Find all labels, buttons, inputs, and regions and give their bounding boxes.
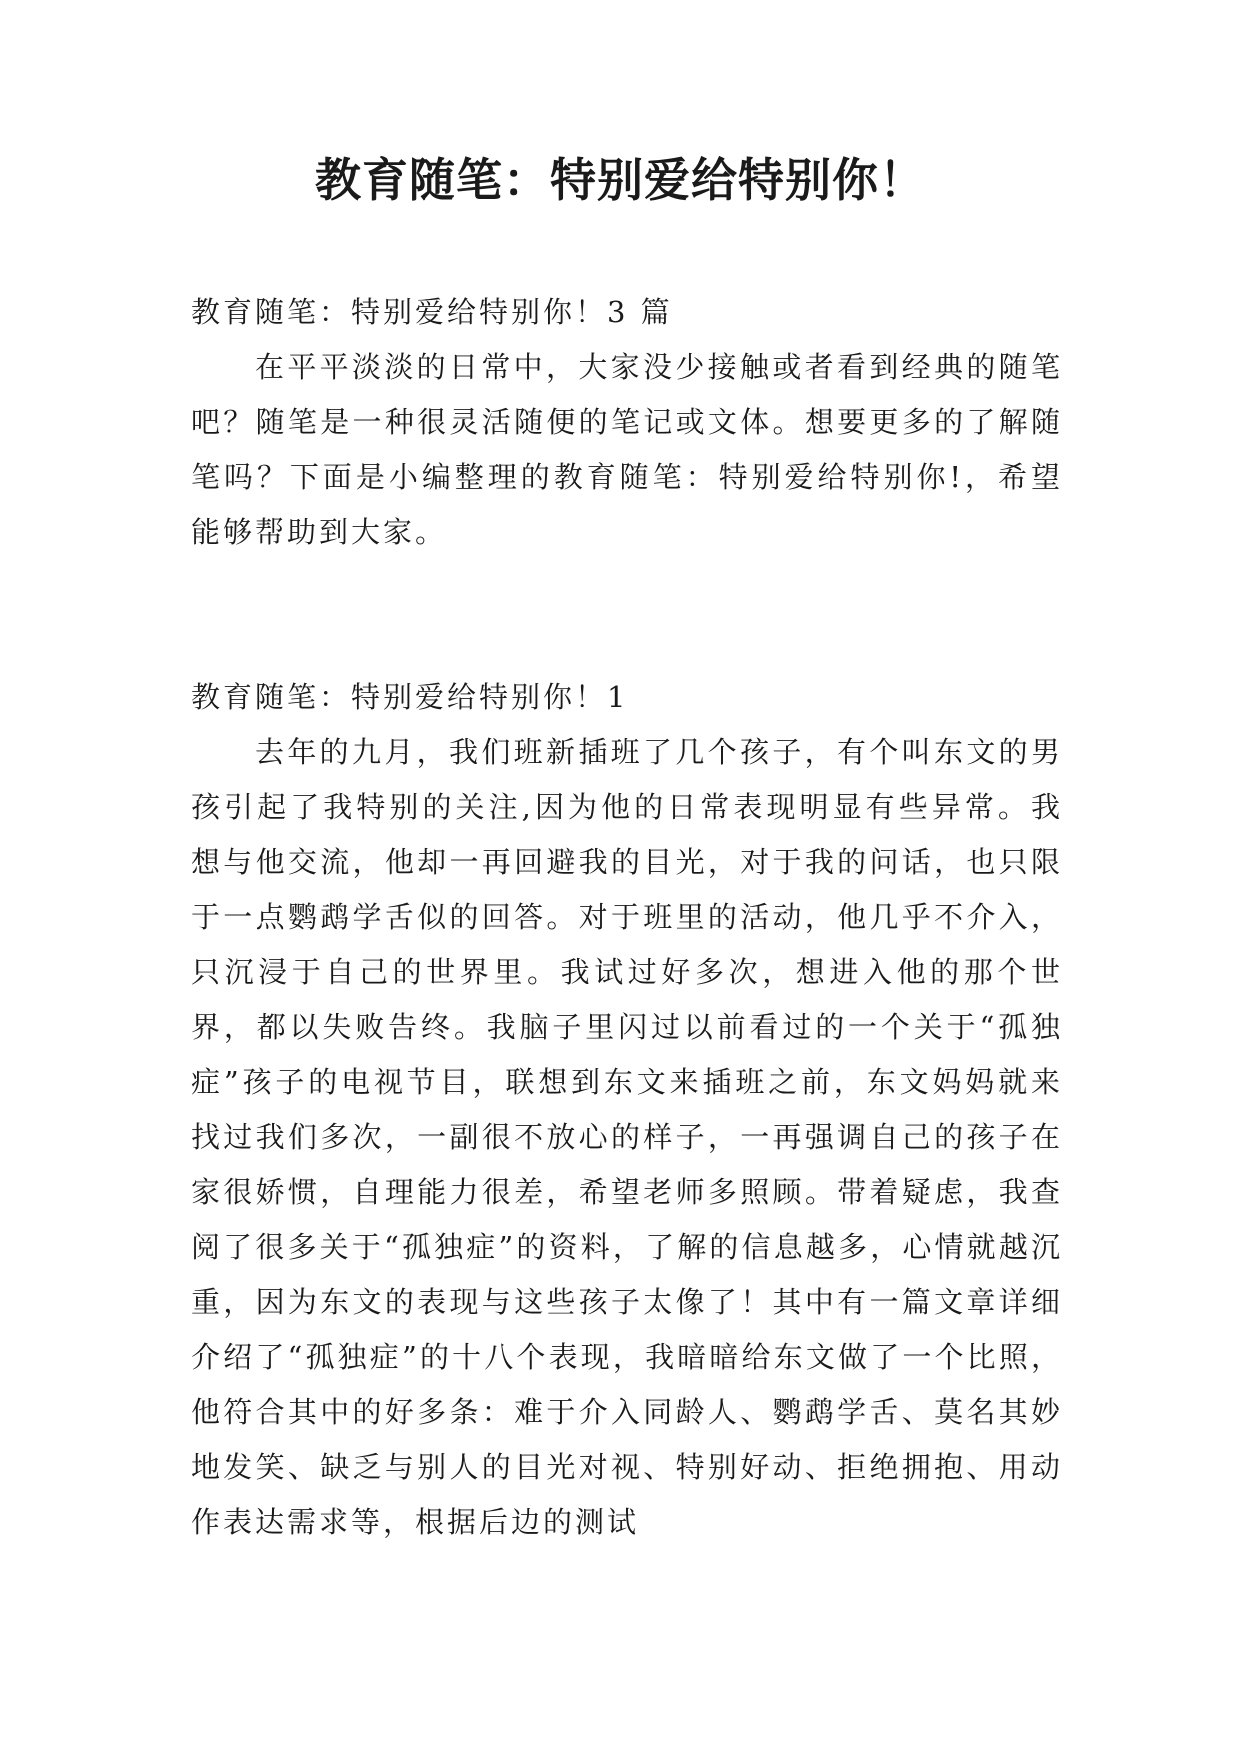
- section1-paragraph: 去年的九月，我们班新插班了几个孩子，有个叫东文的男孩引起了我特别的关注,因为他的日常表现明显有些异常。我想与他交流，他却一再回避我的目光，对于我的问话，也只限于一点鹦鹉学舌似的回答。对于班里的活动，他几乎不介入，只沉浸于自己的世界里。我试过好多次，想进入他的那个世界，都以失败告终。我脑子里闪过以前看过的一个关于“孤独症”孩子的电视节目，联想到东文来插班之前，东文妈妈就来找过我们多次，一副很不放心的样子，一再强调自己的孩子在家很娇惯，自理能力很差，希望老师多照顾。带着疑虑，我查阅了很多关于“孤独症”的资料，了解的信息越多，心情就越沉重，因为东文的表现与这些孩子太像了！其中有一篇文章详细介绍了“孤独症”的十八个表现，我暗暗给东文做了一个比照，他符合其中的好多条：难于介入同龄人、鹦鹉学舌、莫名其妙地发笑、缺乏与别人的目光对视、特别好动、拒绝拥抱、用动作表达需求等，根据后边的测试: [191, 735, 1063, 1539]
- section1-heading: 教育随笔：特别爱给特别你！1: [191, 680, 629, 714]
- intro-heading: 教育随笔：特别爱给特别你！3 篇: [191, 295, 673, 329]
- intro-paragraph: 在平平淡淡的日常中，大家没少接触或者看到经典的随笔吧？随笔是一种很灵活随便的笔记或文体。想要更多的了解随笔吗？下面是小编整理的教育随笔：特别爱给特别你!，希望能够帮助到大家。: [191, 350, 1063, 549]
- document-body: [191, 285, 1063, 1550]
- document-title: 教育随笔：特别爱给特别你！: [315, 153, 926, 207]
- section-spacer: [191, 560, 1063, 670]
